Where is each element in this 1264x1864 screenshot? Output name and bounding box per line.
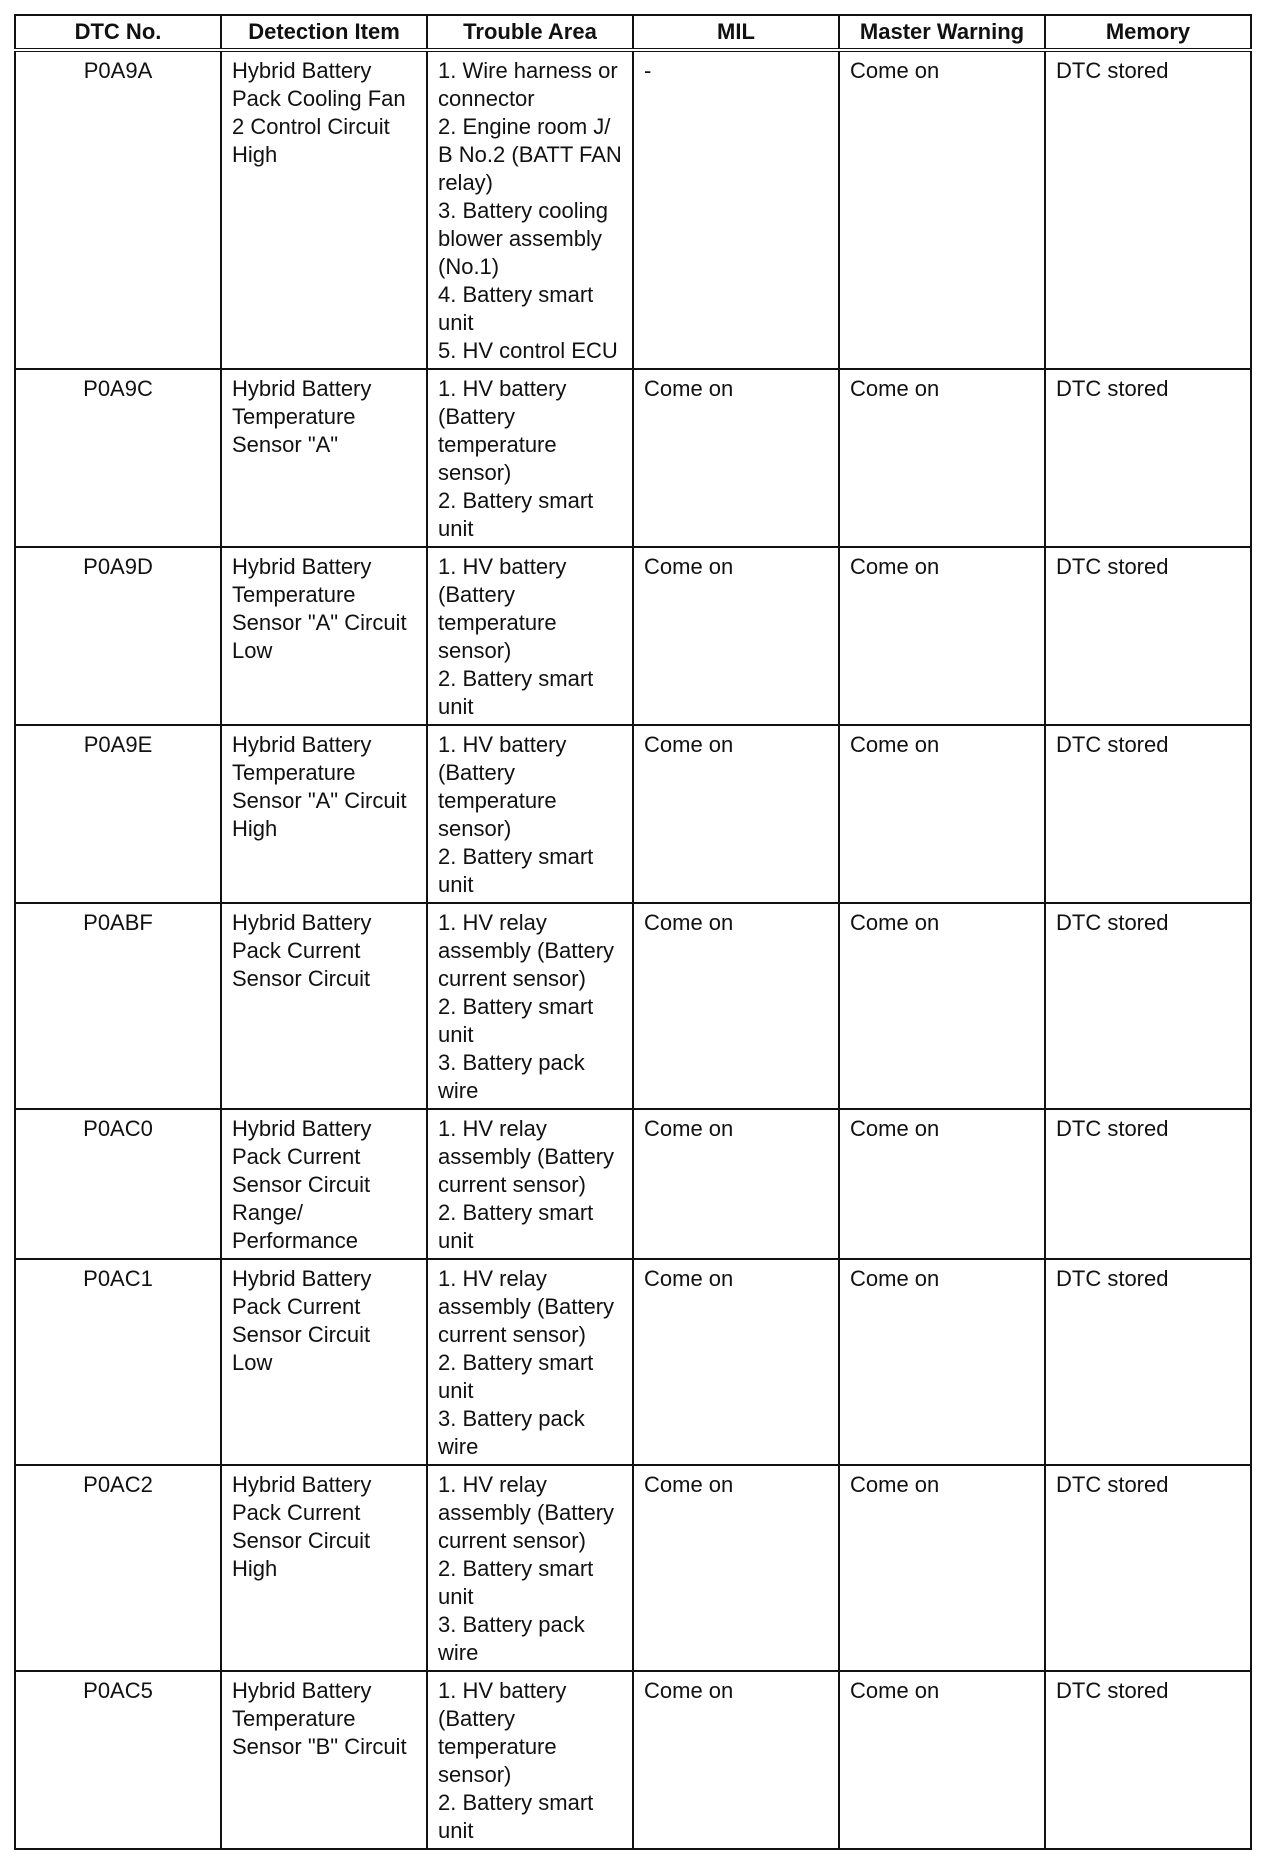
- trouble-area-item: 3. Battery pack wire: [438, 1050, 585, 1103]
- memory-cell: DTC stored: [1045, 1259, 1251, 1465]
- trouble-area-item: 1. HV battery (Battery temperature sensor): [438, 376, 567, 485]
- trouble-area-cell: [427, 369, 633, 547]
- detection-item-cell: Hybrid Battery Temperature Sensor "A" Circuit High: [221, 725, 427, 903]
- memory-cell: DTC stored: [1045, 903, 1251, 1109]
- memory-cell: DTC stored: [1045, 725, 1251, 903]
- header-trouble-area: Trouble Area: [427, 15, 633, 50]
- trouble-area-item: 2. Battery smart unit: [438, 1556, 594, 1609]
- memory-cell: DTC stored: [1045, 369, 1251, 547]
- mil-cell: Come on: [633, 1109, 839, 1259]
- trouble-area-item: 2. Battery smart unit: [438, 994, 594, 1047]
- header-master-warning: Master Warning: [839, 15, 1045, 50]
- table-row: [15, 50, 1251, 369]
- trouble-area-cell: [427, 1109, 633, 1259]
- mil-cell: Come on: [633, 1259, 839, 1465]
- table-row: [15, 369, 1251, 547]
- trouble-area-cell: [427, 50, 633, 369]
- detection-item-cell: Hybrid Battery Temperature Sensor "A" Circuit Low: [221, 547, 427, 725]
- trouble-area-item: 1. HV relay assembly (Battery current sensor): [438, 1116, 615, 1197]
- dtc-code-cell: P0AC0: [15, 1109, 221, 1259]
- mil-cell: Come on: [633, 903, 839, 1109]
- trouble-area-cell: [427, 1671, 633, 1849]
- master-warning-cell: Come on: [839, 369, 1045, 547]
- trouble-area-item: 2. Battery smart unit: [438, 488, 594, 541]
- master-warning-cell: Come on: [839, 903, 1045, 1109]
- trouble-area-item: 2. Battery smart unit: [438, 844, 594, 897]
- trouble-area-cell: [427, 903, 633, 1109]
- header-memory: Memory: [1045, 15, 1251, 50]
- table-row: [15, 725, 1251, 903]
- detection-item-cell: Hybrid Battery Temperature Sensor "B" Circuit: [221, 1671, 427, 1849]
- memory-cell: DTC stored: [1045, 547, 1251, 725]
- trouble-area-item: 3. Battery cooling blower assembly (No.1): [438, 198, 608, 279]
- mil-cell: Come on: [633, 1465, 839, 1671]
- dtc-code-cell: P0A9D: [15, 547, 221, 725]
- memory-cell: DTC stored: [1045, 1465, 1251, 1671]
- master-warning-cell: Come on: [839, 725, 1045, 903]
- master-warning-cell: Come on: [839, 1671, 1045, 1849]
- trouble-area-item: 3. Battery pack wire: [438, 1406, 585, 1459]
- detection-item-cell: Hybrid Battery Pack Cooling Fan 2 Control Circuit High: [221, 50, 427, 369]
- trouble-area-cell: [427, 725, 633, 903]
- dtc-code-cell: P0ABF: [15, 903, 221, 1109]
- trouble-area-cell: [427, 1259, 633, 1465]
- detection-item-cell: Hybrid Battery Pack Current Sensor Circuit High: [221, 1465, 427, 1671]
- trouble-area-item: 1. HV relay assembly (Battery current sensor): [438, 1266, 615, 1347]
- trouble-area-item: 1. HV relay assembly (Battery current sensor): [438, 910, 615, 991]
- mil-cell: Come on: [633, 547, 839, 725]
- table-row: [15, 547, 1251, 725]
- header-row: [15, 15, 1251, 50]
- table-header: [15, 15, 1251, 50]
- memory-cell: DTC stored: [1045, 50, 1251, 369]
- header-mil: MIL: [633, 15, 839, 50]
- memory-cell: DTC stored: [1045, 1671, 1251, 1849]
- dtc-code-cell: P0AC2: [15, 1465, 221, 1671]
- table-row: [15, 1109, 1251, 1259]
- detection-item-cell: Hybrid Battery Temperature Sensor "A": [221, 369, 427, 547]
- header-detection-item: Detection Item: [221, 15, 427, 50]
- dtc-code-cell: P0AC1: [15, 1259, 221, 1465]
- trouble-area-item: 4. Battery smart unit: [438, 282, 594, 335]
- trouble-area-cell: [427, 1465, 633, 1671]
- dtc-code-cell: P0A9A: [15, 50, 221, 369]
- table-body: [15, 50, 1251, 1849]
- trouble-area-item: 2. Battery smart unit: [438, 1790, 594, 1843]
- master-warning-cell: Come on: [839, 1465, 1045, 1671]
- trouble-area-item: 2. Battery smart unit: [438, 666, 594, 719]
- dtc-code-cell: P0A9C: [15, 369, 221, 547]
- mil-cell: Come on: [633, 725, 839, 903]
- master-warning-cell: Come on: [839, 1109, 1045, 1259]
- trouble-area-cell: [427, 547, 633, 725]
- dtc-code-cell: P0AC5: [15, 1671, 221, 1849]
- detection-item-cell: Hybrid Battery Pack Current Sensor Circuit Range/ Performance: [221, 1109, 427, 1259]
- master-warning-cell: Come on: [839, 547, 1045, 725]
- header-dtc-no: DTC No.: [15, 15, 221, 50]
- mil-cell: Come on: [633, 369, 839, 547]
- mil-cell: -: [633, 50, 839, 369]
- master-warning-cell: Come on: [839, 50, 1045, 369]
- trouble-area-item: 2. Battery smart unit: [438, 1350, 594, 1403]
- detection-item-cell: Hybrid Battery Pack Current Sensor Circuit Low: [221, 1259, 427, 1465]
- trouble-area-item: 1. HV battery (Battery temperature sensor): [438, 732, 567, 841]
- table-row: [15, 903, 1251, 1109]
- detection-item-cell: Hybrid Battery Pack Current Sensor Circuit: [221, 903, 427, 1109]
- dtc-table: [14, 14, 1252, 1850]
- memory-cell: DTC stored: [1045, 1109, 1251, 1259]
- dtc-code-cell: P0A9E: [15, 725, 221, 903]
- master-warning-cell: Come on: [839, 1259, 1045, 1465]
- table-row: [15, 1671, 1251, 1849]
- mil-cell: Come on: [633, 1671, 839, 1849]
- trouble-area-item: 1. HV relay assembly (Battery current sensor): [438, 1472, 615, 1553]
- trouble-area-item: 1. HV battery (Battery temperature sensor): [438, 1678, 567, 1787]
- trouble-area-item: 3. Battery pack wire: [438, 1612, 585, 1665]
- trouble-area-item: 2. Battery smart unit: [438, 1200, 594, 1253]
- trouble-area-item: 5. HV control ECU: [438, 338, 618, 363]
- table-row: [15, 1259, 1251, 1465]
- trouble-area-item: 1. HV battery (Battery temperature sensor): [438, 554, 567, 663]
- trouble-area-item: 2. Engine room J/ B No.2 (BATT FAN relay): [438, 114, 622, 195]
- trouble-area-item: 1. Wire harness or connector: [438, 58, 618, 111]
- table-row: [15, 1465, 1251, 1671]
